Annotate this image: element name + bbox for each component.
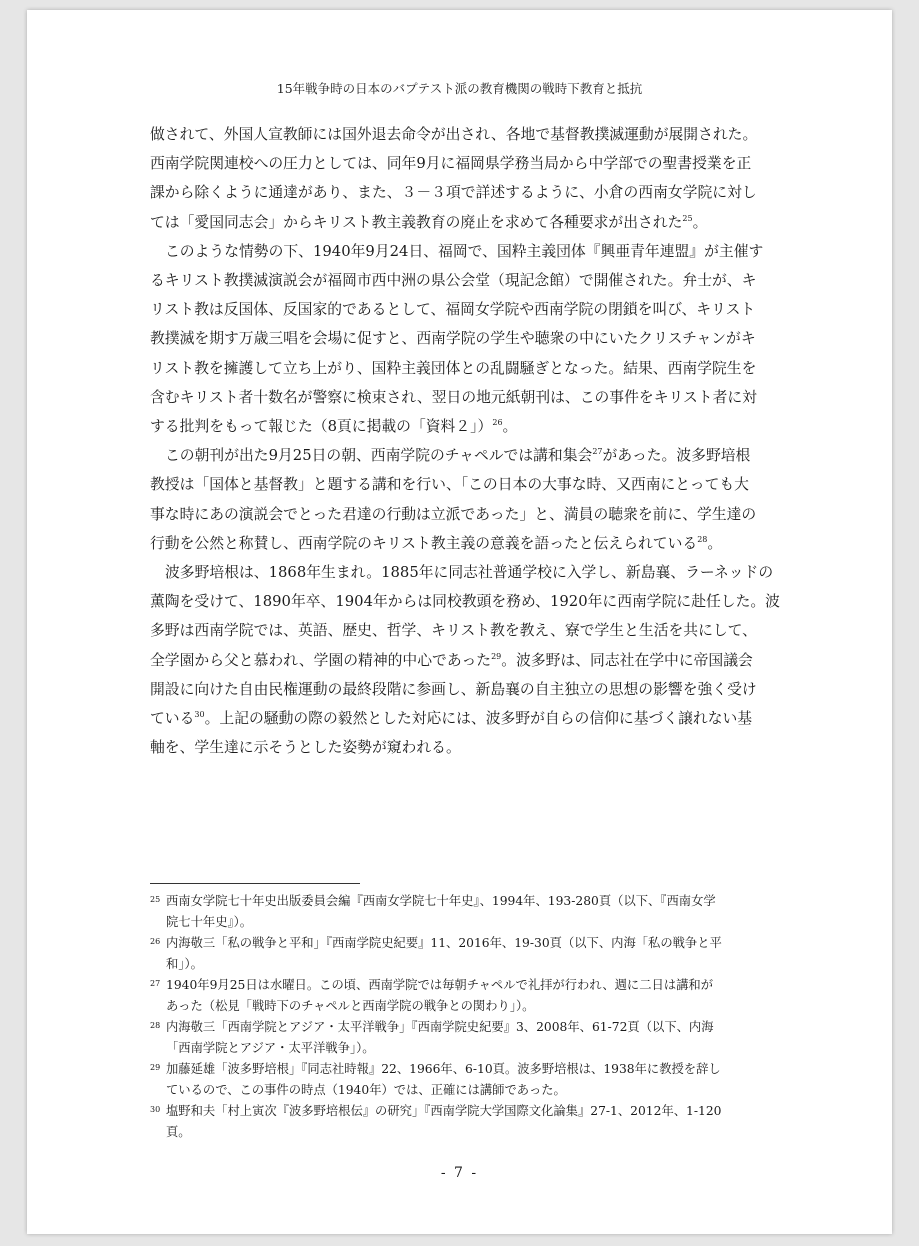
line-text: 課から除くように通達があり、また、３－３項で詳述するように、小倉の西南女学院に対し [150,184,757,202]
document-page [27,10,892,1234]
paragraph [150,441,774,558]
footnote-ref: 30 [194,710,205,720]
footnote-text: 和」）。 [166,957,203,971]
text-line [150,675,774,704]
text-line [150,266,774,295]
footnote-text: 頁。 [166,1125,191,1139]
line-text: 波多野培根は、1868年生まれ。1885年に同志社普通学校に入学し、新島襄、ラーネッドの [165,564,774,582]
text-line [150,704,774,733]
footnote-text: 加藤延雄「波多野培根」『同志社時報』22、1966年、6-10頁。波多野培根は、1938年に教授を辞し [166,1062,721,1076]
body-text [150,120,780,762]
footnote-text: あった（松見「戦時下のチャペルと西南学院の戦争との関わり」）。 [166,999,535,1013]
footnote-ref: 29 [491,651,502,661]
footnote-ref: 25 [682,213,693,223]
text-line [150,529,774,558]
footnotes [150,891,774,1143]
line-text: この朝刊が出た9月25日の朝、西南学院のチャペルでは講和集会 [165,447,593,465]
text-line [150,208,774,237]
footnote-text: ているので、この事件の時点（1940年）では、正確には講師であった。 [166,1083,566,1097]
footnote-number: 26 [150,937,161,946]
line-text: 含むキリスト者十数名が警察に検束され、翌日の地元紙朝刊は、この事件をキリスト者に対 [150,388,757,406]
footnote [150,1017,774,1059]
footnote-text: 院七十年史』）。 [166,915,253,929]
line-text: 教授は「国体と基督教」と題する講和を行い、「この日本の大事な時、又西南にとっても大 [150,476,749,494]
footnote [150,975,774,1017]
line-text: する批判をもって報じた（8頁に掲載の「資料２」） [150,418,493,436]
text-line [150,295,774,324]
line-text: このような情勢の下、1940年9月24日、福岡で、国粋主義団体『興亜青年連盟』が主催す [165,242,764,260]
text-line [150,178,774,207]
line-text: リスト教は反国体、反国家的であるとして、福岡女学院や西南学院の閉鎖を叫び、キリスト [150,301,756,319]
text-line [150,616,774,645]
footnote [150,933,774,975]
line-text: 西南学院関連校への圧力としては、同年9月に福岡県学務当局から中学部での聖書授業を正 [150,155,752,173]
footnote-ref: 28 [697,534,708,544]
line-text: 教撲滅を期す万歳三唱を会場に促すと、西南学院の学生や聴衆の中にいたクリスチャンがキ [150,330,756,348]
text-line [150,646,774,675]
line-text: 做されて、外国人宣教師には国外退去命令が出され、各地で基督教撲滅運動が展開された。 [150,126,758,143]
line-text: 多野は西南学院では、英語、歴史、哲学、キリスト教を教え、寮で学生と生活を共にして、 [150,622,757,640]
page-number: - 7 - [440,1165,479,1181]
line-text: 行動を公然と称賛し、西南学院のキリスト教主義の意義を語ったと伝えられている [150,534,698,552]
line-text: るキリスト教撲滅演説会が福岡市西中洲の県公会堂（現記念館）で開催された。弁士が、キ [150,272,757,290]
line-text: 開設に向けた自由民権運動の最終段階に参画し、新島襄の自主独立の思想の影響を強く受け [150,680,757,698]
line-text: ては「愛国同志会」からキリスト教主義教育の廃止を求めて各種要求が出された [150,213,683,231]
footnote-text: 「西南学院とアジア・太平洋戦争」）。 [166,1041,375,1055]
line-text: 薫陶を受けて、1890年卒、1904年からは同校教頭を務め、1920年に西南学院に赴任した。波 [150,593,780,611]
footnote-ref: 26 [492,418,503,428]
footnote-divider [150,883,360,884]
line-text: 。上記の騒動の際の毅然とした対応には、波多野が自らの信仰に基づく譲れない基 [204,710,753,728]
line-text: 。 [692,213,708,231]
text-line [150,324,774,353]
footnote-text: 内海敬三「西南学院とアジア・太平洋戦争」『西南学院史紀要』3、2008年、61-72頁（以下、内海 [166,1020,714,1034]
text-line [150,120,774,149]
running-header: 15年戦争時の日本のバプテスト派の教育機関の戦時下教育と抵抗 [276,81,643,96]
paragraph [150,120,774,237]
footnote-number: 29 [150,1063,161,1072]
footnote-text: 西南女学院七十年史出版委員会編『西南女学院七十年史』、1994年、193-280頁（以下、『西南女学 [166,894,716,908]
footnote [150,1101,774,1143]
text-line [150,237,774,266]
paragraph [150,237,774,441]
text-line [150,500,774,529]
footnote-text: 内海敬三「私の戦争と平和」『西南学院史紀要』11、2016年、19-30頁（以下、内海「私の戦争と平 [166,936,722,950]
footnote-text: 1940年9月25日は水曜日。この頃、西南学院では毎朝チャペルで礼拝が行われ、週に二日は講和が [166,978,714,992]
line-text: があった。波多野培根 [602,447,751,465]
text-line [150,412,774,441]
text-line [150,383,774,412]
line-text: 。波多野は、同志社在学中に帝国議会 [501,651,753,669]
line-text: 全学園から父と慕われ、学園の精神的中心であった [150,651,492,669]
line-text: ている [150,710,195,728]
footnote-ref: 27 [592,447,603,457]
text-line [150,149,774,178]
footnote [150,891,774,933]
paragraph [150,558,780,762]
line-text: 軸を、学生達に示そうとした姿勢が窺われる。 [150,739,461,757]
line-text: 。 [502,418,518,436]
footnote-text: 塩野和夫「村上寅次『波多野培根伝』の研究」『西南学院大学国際文化論集』27-1、2012年、1-120 [166,1104,722,1118]
line-text: 事な時にあの演説会でとった君達の行動は立派であった」と、満員の聴衆を前に、学生達の [150,505,757,523]
line-text: 。 [707,534,723,552]
footnote-number: 27 [150,979,161,988]
text-line [150,441,774,470]
footnote-number: 25 [150,895,161,904]
text-line [150,354,774,383]
text-line [150,733,774,762]
footnote-number: 30 [150,1105,161,1114]
footnote [150,1059,774,1101]
footnote-number: 28 [150,1021,161,1030]
line-text: リスト教を擁護して立ち上がり、国粋主義団体との乱闘騒ぎとなった。結果、西南学院生を [150,359,757,377]
text-line [150,587,780,616]
text-line [150,558,774,587]
text-line [150,470,774,499]
